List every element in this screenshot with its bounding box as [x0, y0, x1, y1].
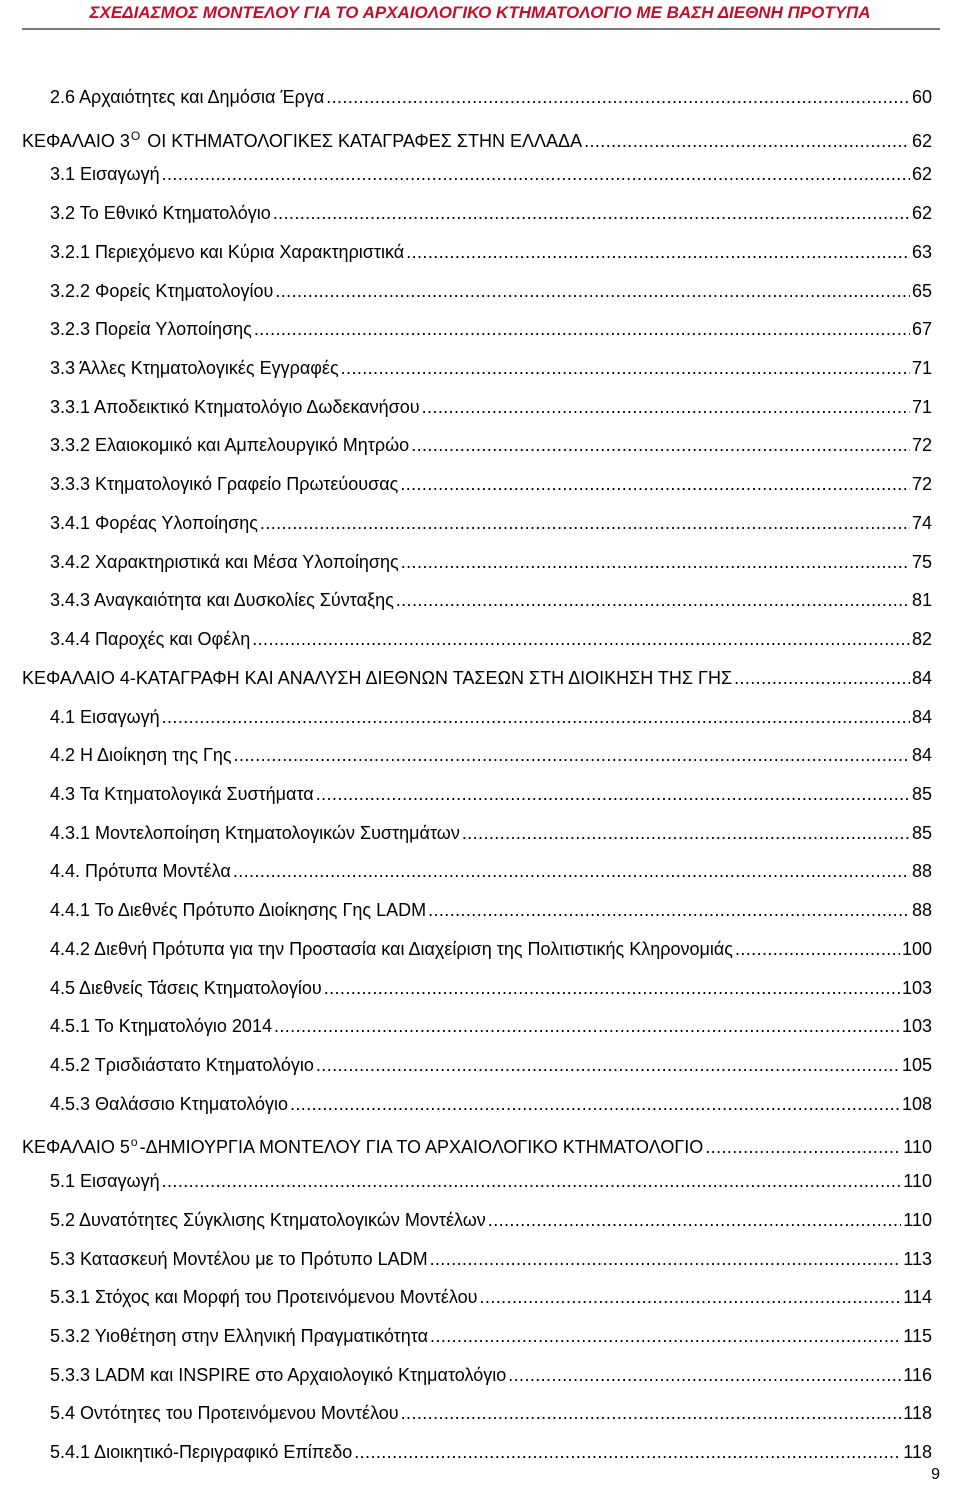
toc-entry-title — [50, 159, 160, 189]
toc-dot-leader — [316, 1050, 900, 1080]
toc-entry-title-text: 5.3.2 Υιοθέτηση στην Ελληνική Πραγματικότητα — [50, 1326, 429, 1347]
toc-entry[interactable] — [50, 276, 932, 306]
toc-entry-title-text: 4.5.2 Τρισδιάστατο Κτηματολόγιο — [50, 1055, 314, 1075]
toc-entry-title — [50, 1282, 478, 1312]
toc-dot-leader — [316, 779, 910, 809]
toc-dot-leader — [488, 1205, 902, 1235]
toc-entry-page: 63 — [911, 241, 932, 262]
toc-entry-page: 113 — [903, 1248, 932, 1269]
toc-entry-page: 75 — [911, 551, 932, 572]
toc-entry-page: 110 — [903, 1137, 932, 1158]
toc-entry[interactable] — [50, 1166, 932, 1196]
toc-entry[interactable] — [50, 508, 932, 538]
toc-entry[interactable] — [50, 740, 932, 770]
toc-entry-title — [50, 508, 258, 538]
toc-entry-title-text: 3.4.4 Παροχές και Οφέλη — [50, 629, 251, 650]
toc-entry-title — [50, 895, 426, 925]
toc-entry-page: 71 — [911, 396, 932, 417]
toc-entry-page: 110 — [903, 1209, 932, 1230]
toc-entry-title — [50, 973, 322, 1003]
toc-entry[interactable] — [50, 1205, 932, 1235]
toc-entry-title — [22, 121, 582, 156]
toc-dot-leader — [233, 856, 910, 886]
toc-dot-leader — [275, 276, 910, 306]
toc-entry-superscript: Ο — [130, 128, 141, 143]
toc-dot-leader — [735, 934, 900, 964]
toc-entry[interactable] — [50, 624, 932, 654]
toc-entry-title-text: 4.4. Πρότυπα Μοντέλα — [50, 861, 231, 882]
toc-dot-leader — [428, 895, 910, 925]
toc-entry-page: 84 — [911, 667, 932, 688]
toc-entry[interactable] — [50, 1011, 932, 1041]
toc-entry-page: 62 — [911, 203, 932, 224]
toc-entry-title-text: 5.2 Δυνατότητες Σύγκλισης Κτηματολογικών Μοντέλων — [50, 1209, 486, 1230]
toc-entry-title — [22, 663, 732, 693]
toc-dot-leader — [430, 1244, 902, 1274]
toc-entry-page: 85 — [911, 822, 932, 843]
toc-entry[interactable] — [50, 1360, 932, 1390]
toc-entry[interactable] — [50, 779, 932, 809]
toc-dot-leader — [584, 126, 910, 156]
toc-dot-leader — [480, 1282, 902, 1312]
toc-entry-title-text: 3.1 Εισαγωγή — [50, 164, 160, 185]
toc-entry-title-text: 4.4.2 Διεθνή Πρότυπα για την Προστασία και Διαχείριση της Πολιτιστικής Κληρονομιάς — [50, 938, 733, 959]
toc-entry-title-prefix: ΚΕΦΑΛΑΙΟ 5 — [22, 1137, 130, 1158]
toc-dot-leader — [254, 314, 910, 344]
page-number: 9 — [931, 1466, 940, 1483]
toc-entry[interactable] — [50, 895, 932, 925]
toc-entry[interactable] — [50, 353, 932, 383]
toc-entry[interactable] — [50, 1050, 932, 1080]
toc-entry[interactable] — [50, 1244, 932, 1274]
toc-dot-leader — [406, 237, 910, 267]
toc-entry-title-text: 3.4.1 Φορέας Υλοποίησης — [50, 512, 258, 533]
toc-entry-page: 108 — [901, 1093, 932, 1114]
header-divider — [22, 28, 940, 30]
toc-entry-page: 114 — [903, 1287, 932, 1308]
toc-entry-title — [50, 702, 160, 732]
toc-entry-page: 62 — [911, 130, 932, 151]
toc-dot-leader — [326, 82, 910, 112]
toc-entry-title — [50, 1166, 160, 1196]
toc-entry-page: 105 — [901, 1055, 932, 1075]
toc-entry-page: 72 — [911, 474, 932, 495]
toc-entry-page: 116 — [903, 1364, 932, 1385]
toc-entry[interactable] — [50, 82, 932, 112]
toc-entry[interactable] — [50, 585, 932, 615]
toc-entry-title — [50, 740, 232, 770]
toc-dot-leader — [354, 1437, 901, 1467]
toc-entry[interactable] — [50, 1282, 932, 1312]
toc-entry-title — [50, 547, 399, 577]
toc-entry[interactable] — [50, 314, 932, 344]
toc-entry-title-text: 4.2 Η Διοίκηση της Γης — [50, 745, 232, 766]
toc-entry-page: 81 — [911, 590, 932, 611]
toc-dot-leader — [462, 818, 910, 848]
toc-entry-title-text: 5.3.1 Στόχος και Μορφή του Προτεινόμενου Μοντέλου — [50, 1287, 478, 1308]
toc-dot-leader — [290, 1089, 900, 1119]
toc-entry-title — [50, 1050, 314, 1080]
toc-entry-title — [50, 237, 404, 267]
toc-entry-title-text: 5.3 Κατασκευή Μοντέλου με το Πρότυπο LADM — [50, 1248, 428, 1269]
toc-entry-title-text: 4.5.3 Θαλάσσιο Κτηματολόγιο — [50, 1093, 288, 1114]
toc-dot-leader — [162, 1166, 902, 1196]
toc-entry[interactable] — [50, 1089, 932, 1119]
toc-entry-title — [50, 392, 420, 422]
toc-dot-leader — [401, 547, 910, 577]
toc-entry-title — [22, 1127, 703, 1162]
toc-dot-leader — [274, 1011, 900, 1041]
toc-entry-title-text: 3.4.3 Αναγκαιότητα και Δυσκολίες Σύνταξης — [50, 590, 394, 611]
toc-entry-title — [50, 1244, 428, 1274]
toc-entry-page: 110 — [903, 1171, 932, 1192]
toc-entry-page: 88 — [911, 861, 932, 882]
toc-dot-leader — [734, 663, 910, 693]
toc-entry-title-text: 5.1 Εισαγωγή — [50, 1171, 160, 1192]
toc-entry[interactable] — [22, 121, 932, 151]
toc-entry[interactable] — [50, 856, 932, 886]
toc-entry[interactable] — [50, 237, 932, 267]
toc-entry-page: 74 — [911, 512, 932, 533]
toc-entry-title-text: 3.2 Το Εθνικό Κτηματολόγιο — [50, 203, 271, 224]
toc-entry-page: 115 — [903, 1326, 932, 1347]
toc-dot-leader — [401, 1398, 902, 1428]
toc-entry-title — [50, 1011, 272, 1041]
toc-entry-page: 60 — [911, 87, 932, 107]
toc-entry[interactable] — [50, 1437, 932, 1467]
toc-entry[interactable] — [50, 818, 932, 848]
toc-entry[interactable] — [50, 198, 932, 228]
toc-entry-title — [50, 430, 409, 460]
toc-entry-title — [50, 353, 339, 383]
toc-entry-page: 82 — [911, 629, 932, 650]
toc-entry-title-text: 5.4 Οντότητες του Προτεινόμενου Μοντέλου — [50, 1403, 399, 1424]
toc-entry-page: 103 — [901, 977, 932, 998]
toc-entry-title-text: 3.2.2 Φορείς Κτηματολογίου — [50, 280, 274, 301]
toc-entry-title — [50, 1089, 288, 1119]
toc-entry-title-prefix: ΚΕΦΑΛΑΙΟ 3 — [22, 130, 130, 151]
toc-entry-title — [50, 856, 231, 886]
toc-entry-page: 88 — [911, 900, 932, 921]
toc-entry-page: 103 — [901, 1016, 932, 1037]
toc-dot-leader — [273, 198, 910, 228]
toc-entry[interactable] — [22, 1127, 932, 1157]
toc-entry-page: 84 — [911, 745, 932, 766]
toc-dot-leader — [411, 430, 910, 460]
toc-entry[interactable] — [50, 934, 932, 964]
toc-dot-leader — [705, 1132, 901, 1162]
toc-entry-page: 71 — [911, 358, 932, 379]
toc-entry-title-text: 4.4.1 Το Διεθνές Πρότυπο Διοίκησης Γης LADM — [50, 900, 427, 921]
toc-entry-page: 67 — [911, 319, 932, 340]
toc-entry-title-text: 4.3 Τα Κτηματολογικά Συστήματα — [50, 783, 314, 804]
toc-entry-title-text: 3.2.3 Πορεία Υλοποίησης — [50, 319, 252, 340]
toc-entry-superscript: ο — [130, 1135, 138, 1150]
toc-entry-title — [50, 82, 324, 112]
toc-entry-title-text: 5.3.3 LADM και INSPIRE στο Αρχαιολογικό Κτηματολόγιο — [50, 1364, 507, 1385]
toc-entry-title-text: 3.3 Άλλες Κτηματολογικές Εγγραφές — [50, 358, 339, 379]
toc-dot-leader — [422, 392, 910, 422]
toc-dot-leader — [508, 1360, 901, 1390]
toc-entry-title — [50, 1360, 506, 1390]
toc-entry-title-text: ΚΕΦΑΛΑΙΟ 4-ΚΑΤΑΓΡΑΦΗ ΚΑΙ ΑΝΑΛΥΣΗ ΔΙΕΘΝΩΝ ΤΑΣΕΩΝ ΣΤΗ ΔΙΟΙΚΗΣΗ ΤΗΣ ΓΗΣ — [22, 667, 733, 688]
toc-entry-title — [50, 276, 273, 306]
toc-entry-title — [50, 585, 394, 615]
toc-entry-page: 85 — [911, 783, 932, 804]
toc-entry-title-text: 4.3.1 Μοντελοποίηση Κτηματολογικών Συστημάτων — [50, 822, 460, 843]
toc-dot-leader — [260, 508, 910, 538]
toc-entry-title-text: 3.3.2 Ελαιοκομικό και Αμπελουργικό Μητρώο — [50, 435, 410, 456]
toc-entry[interactable] — [50, 547, 932, 577]
toc-entry-title — [50, 1321, 428, 1351]
toc-dot-leader — [162, 159, 910, 189]
toc-entry-title-text: 4.5.1 Το Κτηματολόγιο 2014 — [50, 1016, 272, 1037]
toc-dot-leader — [324, 973, 900, 1003]
toc-entry-title — [50, 469, 398, 499]
toc-entry-title-text: 3.3.1 Αποδεικτικό Κτηματολόγιο Δωδεκανήσου — [50, 396, 420, 417]
toc-entry-title — [50, 198, 271, 228]
toc-entry-title — [50, 779, 314, 809]
toc-entry-title-text: 4.1 Εισαγωγή — [50, 706, 160, 727]
toc-entry-page: 62 — [911, 164, 932, 185]
toc-entry-title-text: 3.3.3 Κτηματολογικό Γραφείο Πρωτεύουσας — [50, 474, 399, 495]
toc-entry-title-text: 3.4.2 Χαρακτηριστικά και Μέσα Υλοποίησης — [50, 551, 399, 572]
toc-entry-page: 118 — [903, 1442, 932, 1463]
toc-entry-page: 118 — [903, 1403, 932, 1424]
toc-entry[interactable] — [50, 973, 932, 1003]
toc-dot-leader — [400, 469, 910, 499]
toc-entry-title — [50, 314, 252, 344]
toc-entry[interactable] — [50, 702, 932, 732]
toc-entry-title — [50, 1437, 352, 1467]
toc-entry-title-text: 4.5 Διεθνείς Τάσεις Κτηματολογίου — [50, 977, 322, 998]
toc-entry[interactable] — [50, 159, 932, 189]
toc-entry-title-text: ΟΙ ΚΤΗΜΑΤΟΛΟΓΙΚΕΣ ΚΑΤΑΓΡΑΦΕΣ ΣΤΗΝ ΕΛΛΑΔΑ — [142, 130, 583, 151]
toc-entry[interactable] — [50, 1398, 932, 1428]
toc-dot-leader — [252, 624, 910, 654]
toc-dot-leader — [234, 740, 910, 770]
document-header: ΣΧΕΔΙΑΣΜΟΣ ΜΟΝΤΕΛΟΥ ΓΙΑ ΤΟ ΑΡΧΑΙΟΛΟΓΙΚΟ ΚΤΗΜΑΤΟΛΟΓΙΟ ΜΕ ΒΑΣΗ ΔΙΕΘΝΗ ΠΡΟΤΥΠΑ — [89, 3, 871, 22]
toc-entry[interactable] — [22, 663, 932, 693]
toc-entry-page: 72 — [911, 435, 932, 456]
toc-entry-title-text: -ΔΗΜΙΟΥΡΓΙΑ ΜΟΝΤΕΛΟΥ ΓΙΑ ΤΟ ΑΡΧΑΙΟΛΟΓΙΚΟ ΚΤΗΜΑΤΟΛΟΓΙΟ — [139, 1137, 704, 1158]
toc-entry-title-text: 3.2.1 Περιεχόμενο και Κύρια Χαρακτηριστικά — [50, 241, 405, 262]
toc-dot-leader — [162, 702, 910, 732]
toc-entry[interactable] — [50, 469, 932, 499]
toc-entry-title — [50, 934, 733, 964]
toc-dot-leader — [396, 585, 910, 615]
toc-entry-title — [50, 1205, 486, 1235]
toc-entry-title — [50, 624, 250, 654]
toc-entry[interactable] — [50, 1321, 932, 1351]
toc-dot-leader — [341, 353, 910, 383]
toc-dot-leader — [430, 1321, 901, 1351]
toc-entry-title-text: 2.6 Αρχαιότητες και Δημόσια Έργα — [50, 87, 325, 107]
toc-entry[interactable] — [50, 392, 932, 422]
toc-entry-page: 84 — [911, 706, 932, 727]
toc-entry-page: 65 — [911, 280, 932, 301]
toc-entry[interactable] — [50, 430, 932, 460]
toc-entry-title-text: 5.4.1 Διοικητικό-Περιγραφικό Επίπεδο — [50, 1442, 353, 1463]
toc-entry-title — [50, 1398, 399, 1428]
toc-entry-page: 100 — [901, 938, 932, 959]
toc-entry-title — [50, 818, 460, 848]
